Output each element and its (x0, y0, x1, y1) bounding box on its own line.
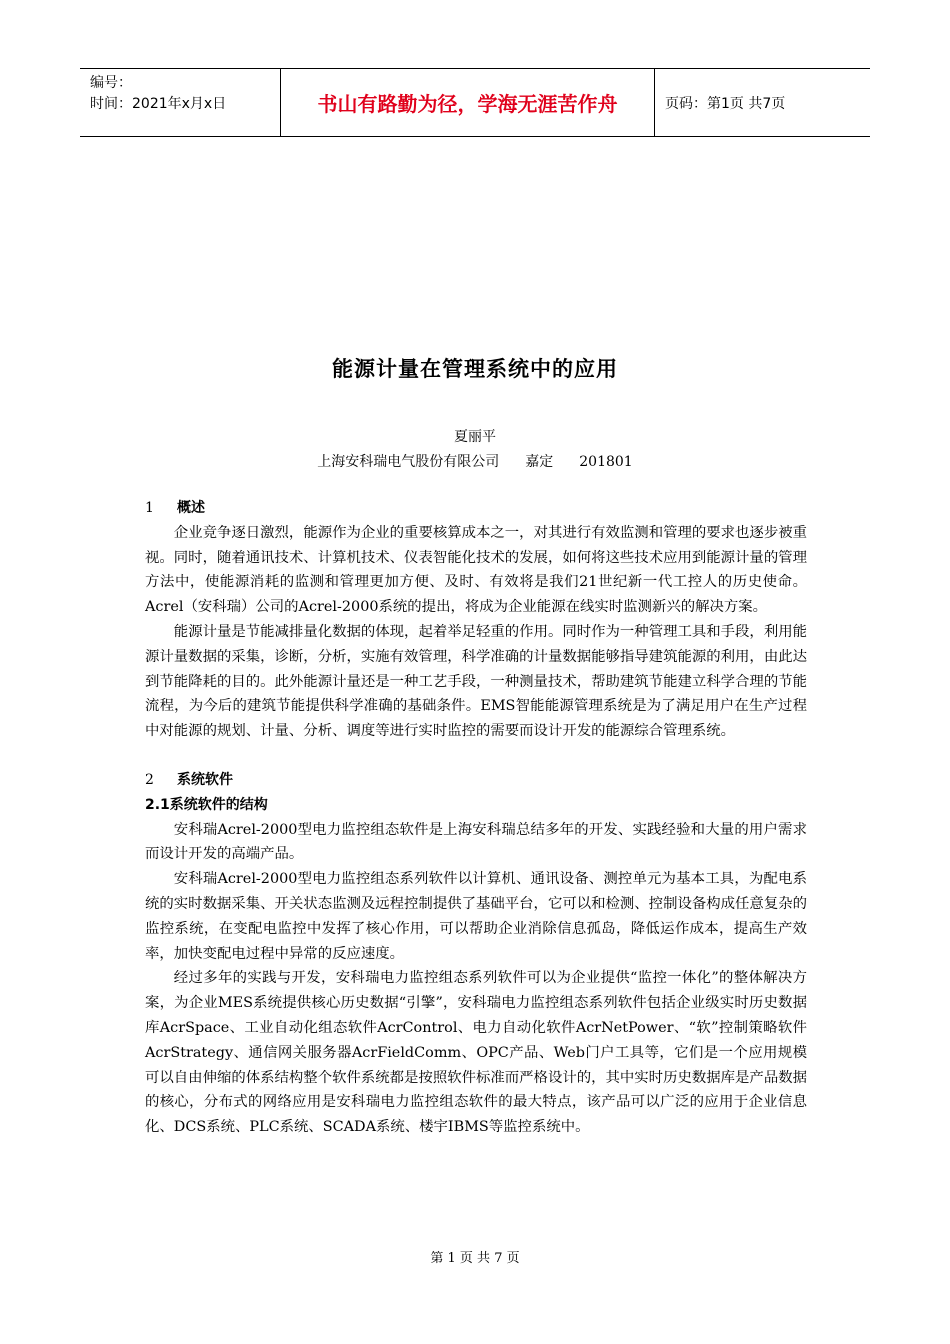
affiliation-company: 上海安科瑞电气股份有限公司 (317, 454, 500, 470)
document-title: 能源计量在管理系统中的应用 (332, 357, 618, 381)
paragraph: 安科瑞Acrel-2000型电力监控组态软件是上海安科瑞总结多年的开发、实践经验和大量的用户需求而设计开发的高端产品。 (145, 821, 807, 863)
section-number: 1 (145, 500, 154, 516)
header-page-label: 页码：第1页 共7页 (665, 95, 786, 112)
author-name: 夏丽平 (454, 429, 496, 445)
section-title: 概述 (177, 500, 205, 516)
doc-date-label: 时间：2021年x月x日 (90, 96, 227, 112)
header-motto: 书山有路勤为径，学海无涯苦作舟 (280, 69, 655, 136)
paragraph: 经过多年的实践与开发，安科瑞电力监控组态系列软件可以为企业提供“监控一体化”的整体解决方案，为企业MES系统提供核心历史数据“引擎”，安科瑞电力监控组态系列软件包括企业级实时历史数据库AcrSpace、工业自动化组态软件AcrControl、电力自动化软件AcrNetPower、“软”控制策略软件AcrStrategy、通信网关服务器AcrFieldComm、OPC产品、Web门户工具等，它们是一个应用规模可以自由伸缩的体系结构整个软件系统都是按照软件标准而严格设计的，其中实时历史数据库是产品数据的核心，分布式的网络应用是安科瑞电力监控组态软件的最大特点，该产品可以广泛的应用于企业信息化、DCS系统、PLC系统、SCADA系统、楼宇IBMS等监控系统中。 (145, 970, 807, 1136)
document-body (145, 496, 807, 1140)
section-heading-2 (145, 768, 807, 793)
affiliation-postcode: 201801 (579, 454, 633, 470)
section-title: 系统软件 (177, 771, 233, 788)
section-number: 2 (145, 771, 154, 788)
page-header (80, 68, 870, 137)
paragraph: 企业竞争逐日激烈，能源作为企业的重要核算成本之一，对其进行有效监测和管理的要求也逐步被重视。同时，随着通讯技术、计算机技术、仪表智能化技术的发展，如何将这些技术应用到能源计量的管理方法中，使能源消耗的监测和管理更加方便、及时、有效将是我们21世纪新一代工控人的历史使命。Acrel（安科瑞）公司的Acrel-2000系统的提出，将成为企业能源在线实时监测新兴的解决方案。 (145, 524, 807, 616)
paragraph: 能源计量是节能减排量化数据的体现，起着举足轻重的作用。同时作为一种管理工具和手段，利用能源计量数据的采集，诊断，分析，实施有效管理，科学准确的计量数据能够指导建筑能源的利用，由此达到节能降耗的目的。此外能源计量还是一种工艺手段，一种测量技术，帮助建筑节能建立科学合理的节能流程，为今后的建筑节能提供科学准确的基础条件。EMS智能能源管理系统是为了满足用户在生产过程中对能源的规划、计量、分析、调度等进行实时监控的需要而设计开发的能源综合管理系统。 (145, 623, 807, 740)
subsection-heading: 2.1系统软件的结构 (145, 796, 268, 813)
section-heading-1 (145, 496, 807, 521)
doc-number-label: 编号： (90, 75, 132, 91)
header-meta (80, 69, 280, 136)
paragraph: 安科瑞Acrel-2000型电力监控组态系列软件以计算机、通讯设备、测控单元为基本工具，为配电系统的实时数据采集、开关状态监测及远程控制提供了基础平台，它可以和检测、控制设备构成任意复杂的监控系统，在变配电监控中发挥了核心作用，可以帮助企业消除信息孤岛，降低运作成本，提高生产效率，加快变配电过程中异常的反应速度。 (145, 871, 807, 962)
affiliation-city: 嘉定 (525, 454, 554, 470)
author-affiliation (0, 451, 950, 471)
page-footer: 第 1 页 共 7 页 (430, 1251, 520, 1266)
